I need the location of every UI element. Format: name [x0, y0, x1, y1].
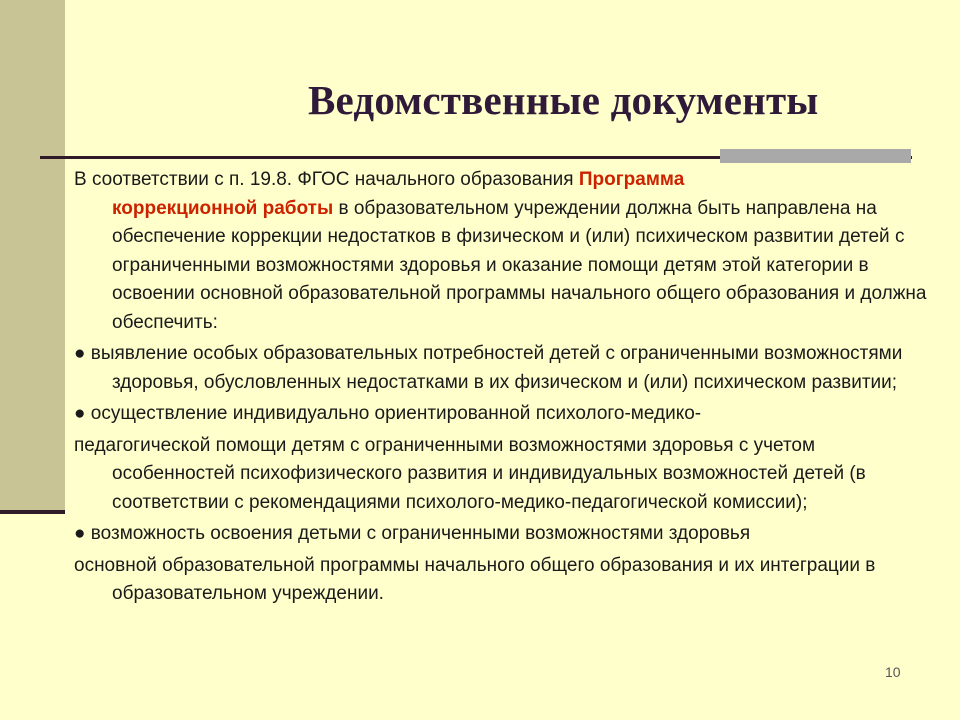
- program-highlight: Программа: [578, 169, 685, 190]
- bullet-item: ● возможность освоения детьми с ограниченными возможностями здоровья: [74, 523, 751, 544]
- slide-body: [74, 166, 934, 609]
- intro-prefix: В соответствии с п. 19.8. ФГОС начального образования: [74, 169, 579, 190]
- left-decorative-band: [0, 0, 65, 512]
- correction-work-highlight: коррекционной работы: [112, 197, 334, 219]
- intro-suffix: в образовательном учреждении должна быть направлена на обеспечение коррекции недостатков в физическом и (или) психическом развитии детей с ограниченными возможностями здоровья и оказание помощи детям этой категории в освоении основной образовательной программы начального общего образования и должна обеспечить:: [112, 197, 927, 333]
- title-accent-bar: [720, 149, 911, 163]
- left-band-divider: [0, 510, 65, 514]
- slide-number: 10: [885, 664, 901, 680]
- intro-paragraph: [74, 166, 934, 337]
- bullet-item: ● выявление особых образовательных потребностей детей с ограниченными возможностями здоровья, обусловленных недостатками в их физическом и (или) психическом развитии;: [74, 343, 903, 393]
- bullet-continuation: основной образовательной программы начального общего образования и их интеграции в образовательном учреждении.: [74, 554, 876, 604]
- bullet-continuation: педагогической помощи детям с ограниченными возможностями здоровья с учетом особенностей психофизического развития и индивидуальных возможностей детей (в соответствии с рекомендациями психолого-медико-педагогической комиссии);: [74, 434, 866, 513]
- slide-title: Ведомственные документы: [308, 77, 819, 123]
- bullet-item: ● осуществление индивидуально ориентированной психолого-медико-: [74, 403, 702, 424]
